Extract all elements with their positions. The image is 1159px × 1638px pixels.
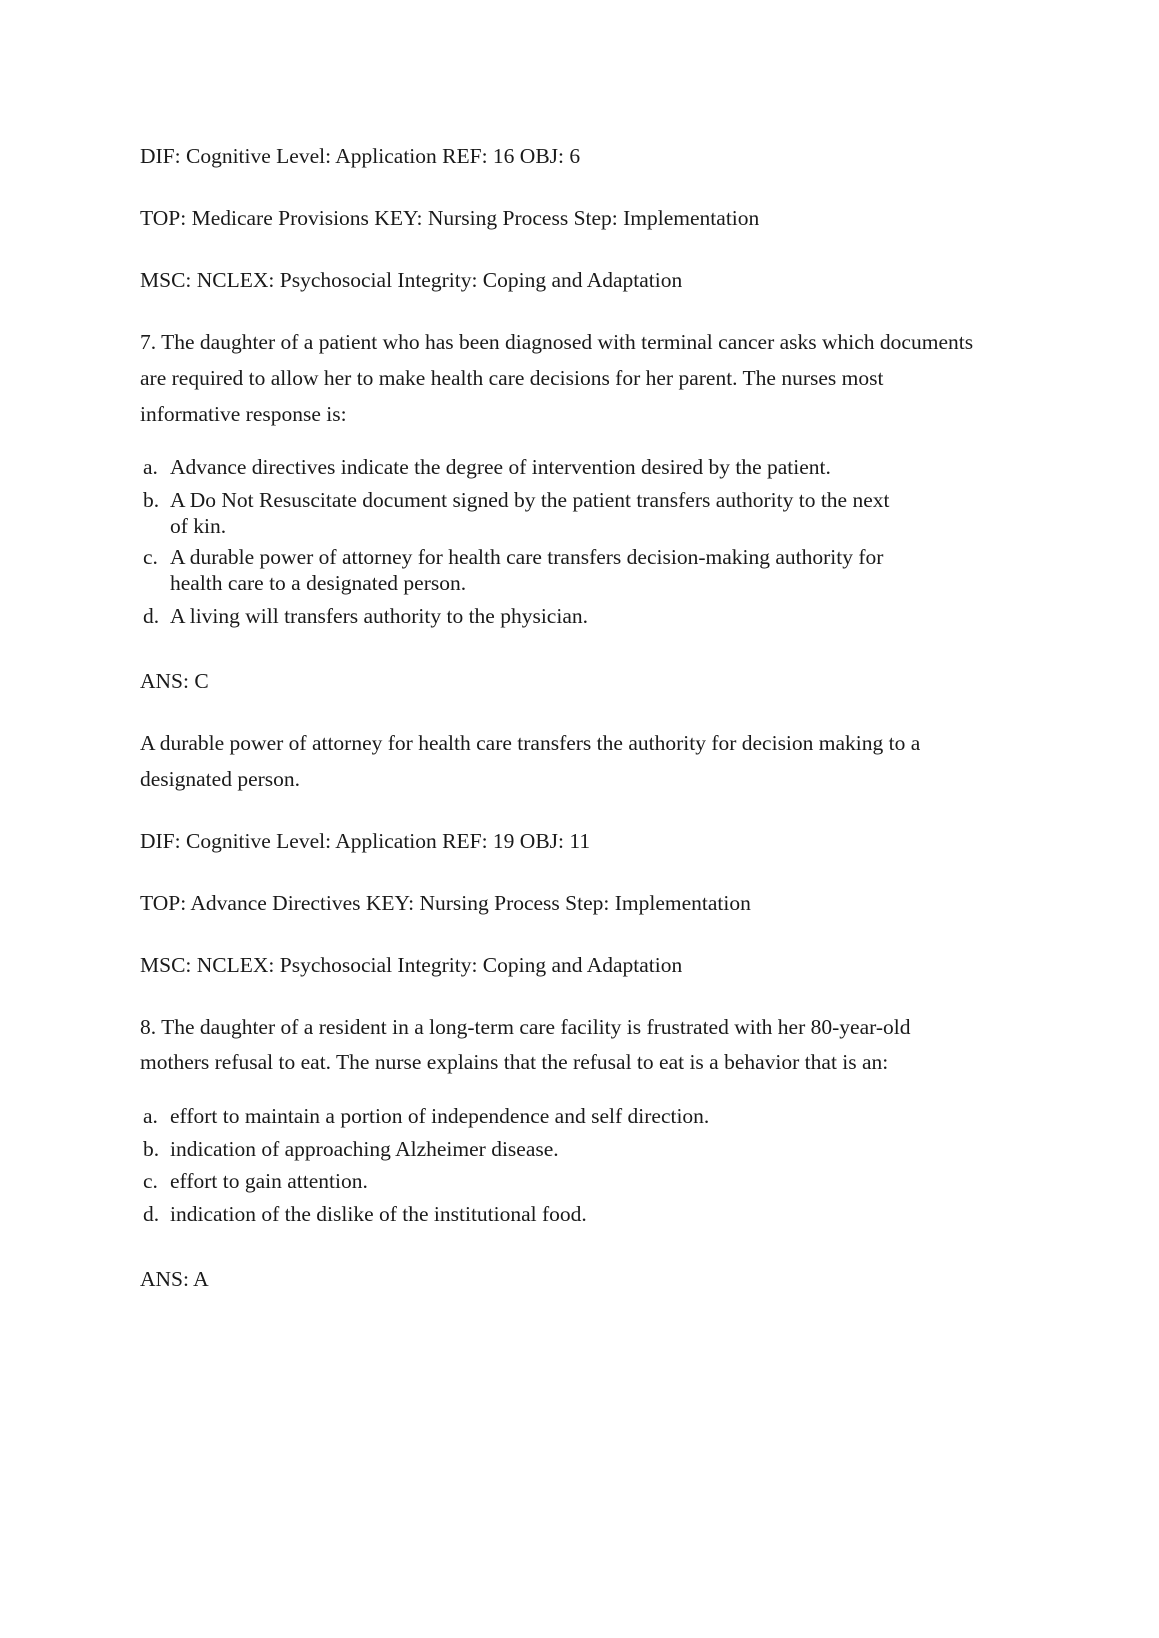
msc-line: MSC: NCLEX: Psychosocial Integrity: Coping and Adaptation <box>140 268 683 292</box>
question-7-stem-line-2: are required to allow her to make health care decisions for her parent. The nurses most <box>140 366 884 390</box>
question-7-stem-line-3: informative response is: <box>140 402 347 426</box>
option-letter: a. <box>143 455 158 479</box>
question-8-stem-line-2: mothers refusal to eat. The nurse explains that the refusal to eat is a behavior that is an: <box>140 1050 889 1074</box>
question-7-answer: ANS: C <box>140 669 209 693</box>
dif-line: DIF: Cognitive Level: Application REF: 16 OBJ: 6 <box>140 144 581 168</box>
question-8-option-a <box>140 1103 709 1129</box>
question-8-answer: ANS: A <box>140 1267 209 1291</box>
question-7-top-line: TOP: Advance Directives KEY: Nursing Process Step: Implementation <box>140 891 751 915</box>
question-7-stem-line-1: 7. The daughter of a patient who has been diagnosed with terminal cancer asks which documents <box>140 330 974 354</box>
question-7-rationale-line-2: designated person. <box>140 767 301 791</box>
question-7-rationale-line-1: A durable power of attorney for health care transfers the authority for decision making to a <box>140 731 921 755</box>
question-7-option-d <box>140 603 588 629</box>
option-text: A Do Not Resuscitate document signed by the patient transfers authority to the next <box>170 488 890 512</box>
option-text-continued: of kin. <box>170 514 227 538</box>
question-7-option-c <box>140 544 884 595</box>
option-letter: c. <box>143 1169 158 1193</box>
question-7-option-b <box>140 487 890 538</box>
question-8-option-c <box>140 1168 368 1194</box>
option-text: indication of the dislike of the institutional food. <box>170 1202 587 1226</box>
question-8-stem-line-1: 8. The daughter of a resident in a long-term care facility is frustrated with her 80-year-old <box>140 1015 911 1039</box>
option-letter: b. <box>143 488 160 512</box>
option-letter: b. <box>143 1137 160 1161</box>
top-line: TOP: Medicare Provisions KEY: Nursing Process Step: Implementation <box>140 206 760 230</box>
option-letter: d. <box>143 1202 160 1226</box>
question-8-option-b <box>140 1136 559 1162</box>
option-text: effort to maintain a portion of independence and self direction. <box>170 1104 710 1128</box>
question-7-msc-line: MSC: NCLEX: Psychosocial Integrity: Coping and Adaptation <box>140 953 683 977</box>
option-letter: a. <box>143 1104 158 1128</box>
option-text: Advance directives indicate the degree of intervention desired by the patient. <box>170 455 831 479</box>
option-text: effort to gain attention. <box>170 1169 368 1193</box>
option-text-continued: health care to a designated person. <box>170 571 467 595</box>
question-7-option-a <box>140 454 831 480</box>
question-7-dif-line: DIF: Cognitive Level: Application REF: 19 OBJ: 11 <box>140 829 591 853</box>
option-text: A living will transfers authority to the physician. <box>170 604 588 628</box>
option-text: A durable power of attorney for health care transfers decision-making authority for <box>170 545 884 569</box>
option-letter: d. <box>143 604 160 628</box>
question-8-option-d <box>140 1201 587 1227</box>
option-letter: c. <box>143 545 158 569</box>
option-text: indication of approaching Alzheimer disease. <box>170 1137 559 1161</box>
